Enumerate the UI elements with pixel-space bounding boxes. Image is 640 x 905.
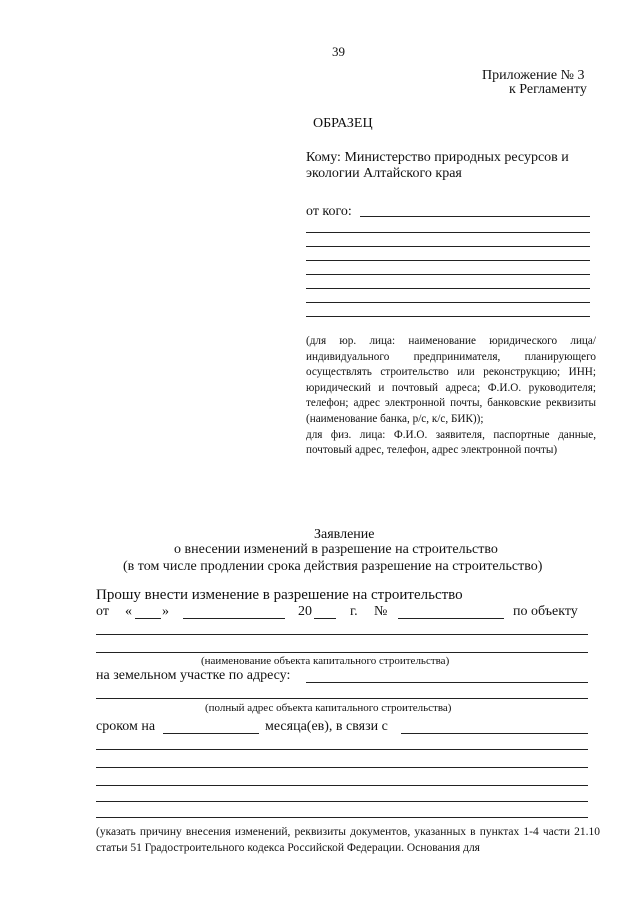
land-plot-label: на земельном участке по адресу: bbox=[96, 668, 291, 683]
term-field[interactable] bbox=[163, 733, 259, 734]
reason-line-2[interactable] bbox=[96, 767, 588, 768]
recipient-line-2: экологии Алтайского края bbox=[306, 166, 462, 181]
from-line-7[interactable] bbox=[306, 316, 590, 317]
object-line-2[interactable] bbox=[96, 652, 588, 653]
month-field[interactable] bbox=[183, 618, 285, 619]
object-line-1[interactable] bbox=[96, 634, 588, 635]
appendix-line-2: к Регламенту bbox=[509, 82, 587, 97]
from-label: от кого: bbox=[306, 204, 352, 219]
from-line-4[interactable] bbox=[306, 274, 590, 275]
sample-label: ОБРАЗЕЦ bbox=[313, 116, 373, 131]
recipient-line-1: Кому: Министерство природных ресурсов и bbox=[306, 150, 569, 165]
number-field[interactable] bbox=[398, 618, 504, 619]
object-caption: (наименование объекта капитального строительства) bbox=[201, 655, 450, 667]
address-caption: (полный адрес объекта капитального строительства) bbox=[205, 702, 452, 714]
from-line-5[interactable] bbox=[306, 288, 590, 289]
number-sign: № bbox=[374, 604, 388, 619]
year-prefix: 20 bbox=[298, 604, 312, 619]
address-line-2[interactable] bbox=[96, 698, 588, 699]
day-field[interactable] bbox=[135, 618, 161, 619]
reason-line-1[interactable] bbox=[96, 749, 588, 750]
reason-footnote: (указать причину внесения изменений, реквизиты документов, указанных в пунктах 1-4 части 21.10 статьи 51 Градостроительного кодекса Российской Федерации. Основания для bbox=[96, 826, 600, 854]
appendix-line-1: Приложение № 3 bbox=[482, 68, 585, 83]
date-from: от bbox=[96, 604, 109, 619]
reason-line-3[interactable] bbox=[96, 785, 588, 786]
heading-line-2: о внесении изменений в разрешение на строительство bbox=[174, 542, 498, 557]
year-field[interactable] bbox=[314, 618, 336, 619]
from-line-1[interactable] bbox=[306, 232, 590, 233]
address-line-1[interactable] bbox=[306, 682, 588, 683]
quote-open: « bbox=[125, 604, 132, 619]
quote-close: » bbox=[162, 604, 169, 619]
from-line-0[interactable] bbox=[360, 216, 590, 217]
heading-line-3: (в том числе продлении срока действия разрешение на строительство) bbox=[123, 559, 543, 574]
applicant-hint bbox=[306, 334, 596, 459]
reason-line-5[interactable] bbox=[96, 817, 588, 818]
page-number: 39 bbox=[332, 44, 345, 59]
reason-line-0[interactable] bbox=[401, 733, 588, 734]
heading-title: Заявление bbox=[314, 527, 375, 542]
reason-line-4[interactable] bbox=[96, 801, 588, 802]
from-line-3[interactable] bbox=[306, 260, 590, 261]
from-line-2[interactable] bbox=[306, 246, 590, 247]
year-suffix: г. bbox=[350, 604, 358, 619]
term-label: сроком на bbox=[96, 719, 156, 734]
months-label: месяца(ев), в связи с bbox=[265, 719, 388, 734]
request-intro: Прошу внести изменение в разрешение на строительство bbox=[96, 587, 463, 603]
by-object-label: по объекту bbox=[513, 604, 578, 619]
applicant-hint-individual: для физ. лица: Ф.И.О. заявителя, паспортные данные, почтовый адрес, телефон, адрес электронной почты) bbox=[306, 428, 596, 457]
applicant-hint-legal: (для юр. лица: наименование юридического лица/ индивидуального предпринимателя, планирующего осуществлять строительство или реконструкцию; ИНН; юридический и почтовый адреса; Ф.И.О. руководителя; телефон; адрес электронной почты, банковские реквизиты (наименование банка, р/с, к/с, БИК)); bbox=[306, 335, 596, 425]
from-line-6[interactable] bbox=[306, 302, 590, 303]
